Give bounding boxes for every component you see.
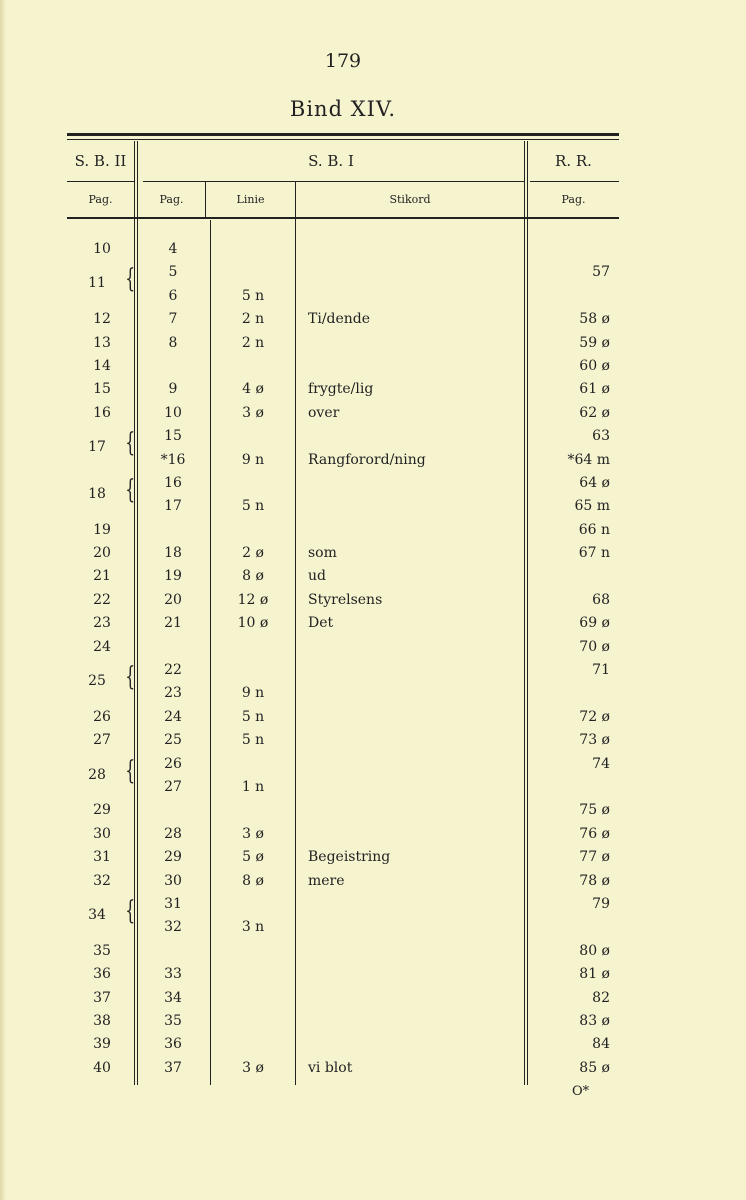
- table-row: [0, 426, 746, 459]
- table-top-rule: [67, 133, 619, 136]
- table-row: [0, 1058, 746, 1081]
- table-row: [0, 847, 746, 870]
- table-row: [0, 871, 746, 894]
- table-row: [0, 590, 746, 613]
- group-brace-icon: {: [125, 662, 136, 693]
- stikord-cell: Det: [308, 615, 334, 632]
- rn-page-cell: 58 ø: [579, 311, 610, 328]
- header-rn: R. R.: [555, 152, 592, 170]
- sb2-page-cell: 23: [93, 615, 111, 632]
- table-row: [0, 613, 746, 636]
- linie-cell: 5 n: [241, 708, 265, 725]
- rn-page-cell: 66 n: [578, 521, 610, 538]
- rn-page-cell: 73 ø: [579, 732, 610, 749]
- table-row: [0, 473, 746, 505]
- linie-cell: 8 ø: [242, 568, 264, 585]
- linie-cell: 3 n: [241, 919, 265, 936]
- linie-cell: 4 ø: [242, 381, 264, 398]
- sb2-page-cell: 10: [93, 241, 111, 257]
- table-row: [0, 824, 746, 847]
- table-row: [0, 1034, 746, 1057]
- rn-page-cell: 70 ø: [579, 638, 610, 655]
- sb2-page-cell: 18: [88, 485, 106, 502]
- stikord-cell: ud: [308, 568, 326, 585]
- rn-page-cell: 60 ø: [579, 357, 610, 374]
- table-row: [0, 683, 746, 706]
- table-row: [0, 964, 746, 987]
- sb2-page-cell: 31: [93, 849, 111, 866]
- table-row: [0, 262, 746, 295]
- linie-cell: 5 n: [241, 287, 265, 304]
- sb2-page-cell: 24: [93, 638, 111, 655]
- sb1-page-cell: 23: [164, 685, 182, 702]
- table-row: [0, 309, 746, 332]
- sb2-page-cell: 12: [93, 311, 111, 328]
- sb1-page-cell: 4: [168, 241, 178, 257]
- linie-cell: 9 n: [241, 685, 265, 702]
- sb1-page-cell: 15: [164, 428, 182, 445]
- rn-page-cell: 80 ø: [579, 942, 610, 959]
- sb2-page-cell: 35: [93, 942, 111, 959]
- table-row: [0, 777, 746, 800]
- table-row: [0, 894, 746, 926]
- sb2-page-cell: 37: [93, 989, 111, 1006]
- stikord-cell: Begeistring: [308, 849, 391, 866]
- group-brace-icon: {: [125, 428, 136, 459]
- sb1-page-cell: 9: [168, 381, 178, 398]
- sb2-page-cell: 11: [88, 275, 106, 292]
- rn-page-cell: 75 ø: [579, 802, 610, 819]
- table-body: [0, 239, 746, 1081]
- stikord-cell: Styrelsens: [308, 591, 383, 608]
- rn-page-cell: 82: [592, 989, 610, 1006]
- rn-page-cell: 83 ø: [579, 1012, 610, 1029]
- linie-cell: 9 n: [241, 451, 265, 468]
- subheader-linie: Linie: [236, 193, 265, 206]
- table-row: [0, 730, 746, 753]
- sb1-page-cell: 27: [164, 778, 182, 795]
- table-row: [0, 496, 746, 519]
- rn-page-cell: 64 ø: [579, 474, 610, 491]
- volume-title: Bind XIV.: [289, 97, 397, 121]
- sb1-page-cell: 31: [164, 895, 182, 912]
- sb1-page-cell: 6: [168, 287, 178, 304]
- sb1-page-cell: 25: [164, 732, 182, 749]
- stikord-cell: mere: [308, 872, 345, 889]
- sb1-page-cell: 24: [164, 708, 182, 725]
- subheader-stikord: Stikord: [389, 193, 431, 206]
- table-row: [0, 286, 746, 309]
- sb1-page-cell: 8: [168, 334, 178, 351]
- rn-page-cell: 74: [592, 755, 610, 772]
- table-top-rule-thin: [67, 139, 619, 140]
- sb1-page-cell: 10: [164, 404, 182, 421]
- group-brace-icon: {: [125, 755, 136, 786]
- linie-cell: 8 ø: [242, 872, 264, 889]
- subheader-pag-sb1: Pag.: [159, 193, 184, 206]
- table-row: [0, 754, 746, 786]
- rn-page-cell: 81 ø: [579, 966, 610, 983]
- sb2-page-cell: 15: [93, 381, 111, 398]
- sb2-page-cell: 32: [93, 872, 111, 889]
- subheader-pag-rn: Pag.: [561, 193, 586, 206]
- linie-cell: 2 n: [241, 334, 265, 351]
- rn-page-cell: *64 m: [567, 451, 610, 468]
- table-row: [0, 379, 746, 402]
- stikord-cell: vi blot: [308, 1059, 353, 1076]
- rn-page-cell: 63: [592, 428, 610, 445]
- rn-page-cell: 57: [592, 264, 610, 281]
- table-row: [0, 403, 746, 426]
- table-row: [0, 333, 746, 356]
- sb2-page-cell: 38: [93, 1012, 111, 1029]
- sb1-page-cell: 19: [164, 568, 182, 585]
- linie-cell: 3 ø: [242, 1059, 264, 1076]
- header-sb2: S. B. II: [74, 152, 127, 170]
- table-row: [0, 566, 746, 589]
- rn-page-cell: 67 n: [578, 545, 610, 562]
- table-row: [0, 917, 746, 940]
- sb1-page-cell: 35: [164, 1012, 182, 1029]
- table-row: [0, 941, 746, 964]
- rn-page-cell: 62 ø: [579, 404, 610, 421]
- rn-page-cell: 61 ø: [579, 381, 610, 398]
- sb2-page-cell: 14: [93, 357, 111, 374]
- table-row: [0, 707, 746, 730]
- sb2-page-cell: 28: [88, 766, 106, 783]
- sb2-page-cell: 26: [93, 708, 111, 725]
- sb2-page-cell: 27: [93, 732, 111, 749]
- sb2-page-cell: 39: [93, 1036, 111, 1053]
- stikord-cell: over: [308, 404, 340, 421]
- sb1-page-cell: 29: [164, 849, 182, 866]
- table-row: [0, 660, 746, 693]
- stikord-cell: som: [308, 545, 337, 562]
- linie-cell: 5 ø: [242, 849, 264, 866]
- stikord-cell: frygte/lig: [308, 381, 374, 398]
- header-sb1: S. B. I: [308, 152, 354, 170]
- sb2-page-cell: 34: [88, 906, 106, 923]
- sb2-page-cell: 21: [93, 568, 111, 585]
- sb2-page-cell: 30: [93, 825, 111, 842]
- signature-mark: O*: [572, 1084, 590, 1099]
- table-row: [0, 239, 746, 262]
- linie-cell: 12 ø: [237, 591, 269, 608]
- header-bottom-rule: [67, 217, 619, 219]
- sb1-page-cell: 7: [168, 311, 178, 328]
- header-divider-left: [67, 181, 134, 182]
- linie-cell: 1 n: [241, 778, 265, 795]
- table-row: [0, 637, 746, 660]
- sb2-page-cell: 29: [93, 802, 111, 819]
- sb1-page-cell: 21: [164, 615, 182, 632]
- sb1-page-cell: 30: [164, 872, 182, 889]
- rn-page-cell: 59 ø: [579, 334, 610, 351]
- rn-page-cell: 65 m: [574, 498, 610, 515]
- rn-page-cell: 69 ø: [579, 615, 610, 632]
- sb1-page-cell: 16: [164, 474, 182, 491]
- sb2-page-cell: 25: [88, 673, 106, 690]
- sb2-page-cell: 17: [88, 439, 106, 456]
- sb1-page-cell: 26: [164, 755, 182, 772]
- sb1-page-cell: 22: [164, 662, 182, 679]
- table-row: [0, 520, 746, 543]
- sb2-page-cell: 36: [93, 966, 111, 983]
- sb1-page-cell: 5: [168, 264, 178, 281]
- stikord-cell: Ti/dende: [308, 311, 371, 328]
- sb1-page-cell: 33: [164, 966, 182, 983]
- rn-page-cell: 78 ø: [579, 872, 610, 889]
- sb2-page-cell: 20: [93, 545, 111, 562]
- header-divider-right: [530, 181, 619, 182]
- rn-page-cell: 84: [592, 1036, 610, 1053]
- sb1-page-cell: 34: [164, 989, 182, 1006]
- linie-cell: 3 ø: [242, 404, 264, 421]
- group-brace-icon: {: [125, 895, 136, 926]
- linie-cell: 2 ø: [242, 545, 264, 562]
- stikord-cell: Rangforord/ning: [308, 451, 426, 468]
- table-row: [0, 356, 746, 379]
- page-number: 179: [324, 50, 362, 72]
- linie-cell: 10 ø: [237, 615, 269, 632]
- sb2-page-cell: 19: [93, 521, 111, 538]
- linie-cell: 3 ø: [242, 825, 264, 842]
- table-row: [0, 988, 746, 1011]
- sb1-page-cell: 17: [164, 498, 182, 515]
- subheader-pag-sb2: Pag.: [88, 193, 113, 206]
- sb2-page-cell: 16: [93, 404, 111, 421]
- sb1-page-cell: 20: [164, 591, 182, 608]
- sb2-page-cell: 40: [93, 1059, 111, 1076]
- sb2-page-cell: 13: [93, 334, 111, 351]
- rn-page-cell: 79: [592, 895, 610, 912]
- rn-page-cell: 68: [592, 591, 610, 608]
- group-brace-icon: {: [125, 264, 136, 295]
- sb1-page-cell: 32: [164, 919, 182, 936]
- group-brace-icon: {: [125, 474, 136, 505]
- sb1-page-cell: 18: [164, 545, 182, 562]
- rn-page-cell: 71: [592, 662, 610, 679]
- table-row: [0, 1011, 746, 1034]
- sb1-page-cell: *16: [160, 451, 186, 468]
- sb1-page-cell: 37: [164, 1059, 182, 1076]
- sb2-page-cell: 22: [93, 591, 111, 608]
- linie-cell: 2 n: [241, 311, 265, 328]
- rn-page-cell: 72 ø: [579, 708, 610, 725]
- sb1-page-cell: 28: [164, 825, 182, 842]
- table-row: [0, 543, 746, 566]
- rn-page-cell: 76 ø: [579, 825, 610, 842]
- rn-page-cell: 77 ø: [579, 849, 610, 866]
- linie-cell: 5 n: [241, 498, 265, 515]
- sb1-page-cell: 36: [164, 1036, 182, 1053]
- linie-cell: 5 n: [241, 732, 265, 749]
- table-row: [0, 450, 746, 473]
- rn-page-cell: 85 ø: [579, 1059, 610, 1076]
- header-divider-mid: [143, 181, 524, 182]
- table-row: [0, 800, 746, 823]
